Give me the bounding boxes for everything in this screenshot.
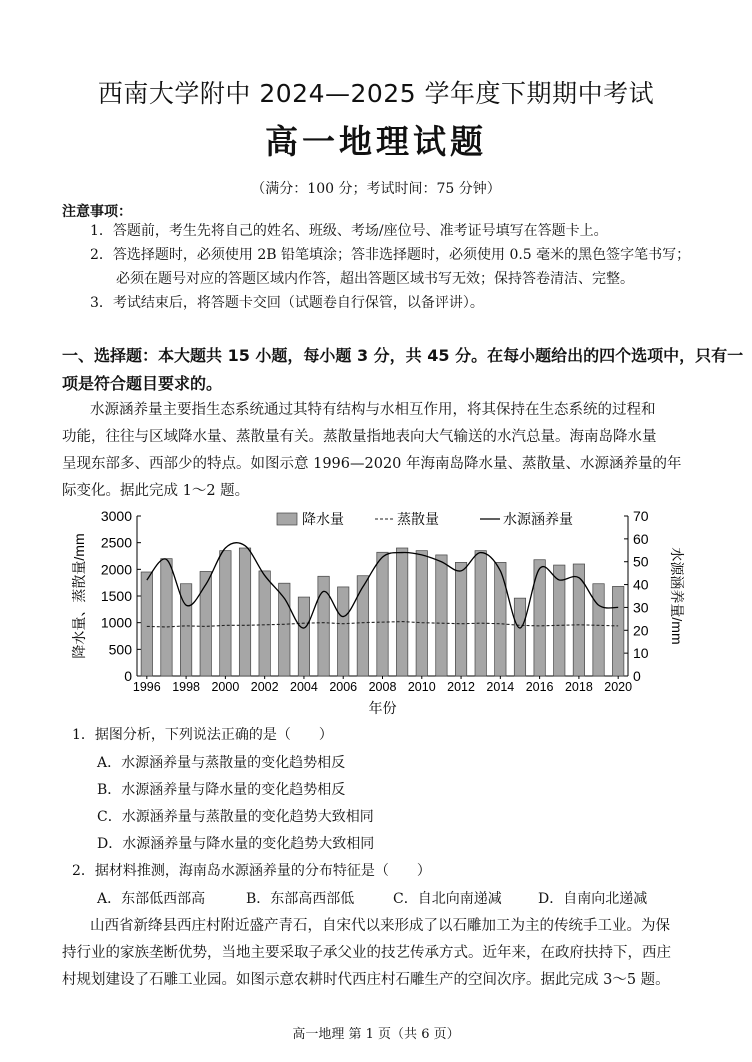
- q1-option-c: C．水源涵养量与蒸散量的变化趋势大致相同: [97, 809, 374, 825]
- q1-option-a: A．水源涵养量与蒸散量的变化趋势相反: [97, 755, 346, 771]
- section-heading-cont: 项是符合题目要求的。: [62, 374, 223, 393]
- y-tick-label: 1000: [100, 614, 132, 631]
- legend-precip-swatch: [277, 513, 297, 525]
- y2-axis-label: 水源涵养量/mm: [669, 547, 685, 645]
- q1-option-b: B．水源涵养量与降水量的变化趋势相反: [97, 782, 346, 798]
- intro-line-3: 呈现东部多、西部少的特点。如图示意 1996—2020 年海南岛降水量、蒸散量、水源涵养量的年: [62, 456, 682, 472]
- exam-title: 西南大学附中 2024—2025 学年度下期期中考试: [97, 79, 655, 108]
- x-tick-label: 2016: [525, 680, 554, 694]
- x-tick-label: 1996: [132, 680, 161, 694]
- passage2-line-3: 村规划建设了石雕工业园。如图示意农耕时代西庄村石雕生产的空间次序。据此完成 3～5 题。: [62, 972, 670, 988]
- q2-option-a: A．东部低西部高: [97, 891, 206, 907]
- precip-bar: [612, 586, 623, 676]
- notice-item-1: 1．答题前，考生先将自己的姓名、班级、考场/座位号、准考证号填写在答题卡上。: [90, 223, 608, 239]
- y2-tick-label: 0: [633, 668, 641, 684]
- precip-bar: [239, 548, 250, 676]
- hainan-water-chart: [60, 498, 700, 720]
- y2-tick-label: 40: [633, 576, 649, 593]
- y2-tick-label: 30: [633, 599, 649, 616]
- precip-bar: [298, 597, 309, 676]
- precip-bar: [495, 562, 506, 676]
- precip-bar: [141, 572, 152, 676]
- q2-option-b: B．东部高西部低: [246, 891, 355, 907]
- x-tick-label: 2014: [486, 680, 515, 694]
- y2-tick-label: 10: [633, 645, 649, 662]
- precip-bar: [475, 551, 486, 676]
- notice-item-2-cont: 必须在题号对应的答题区域内作答，超出答题区域书写无效；保持答卷清洁、完整。: [116, 271, 634, 287]
- y-tick-label: 500: [108, 641, 132, 658]
- page-footer: 高一地理 第 1 页（共 6 页）: [292, 1027, 460, 1042]
- passage2-line-1: 山西省新绛县西庄村附近盛产青石，自宋代以来形成了以石雕加工为主的传统手工业。为保: [90, 918, 670, 934]
- x-tick-label: 2010: [407, 680, 436, 694]
- x-tick-label: 2020: [604, 680, 633, 694]
- q2-option-d: D．自南向北递减: [538, 891, 648, 907]
- y-tick-label: 2500: [100, 534, 132, 551]
- precip-bar: [573, 564, 584, 676]
- subject-title: 高一地理试题: [265, 122, 487, 161]
- y-tick-label: 1500: [100, 588, 132, 604]
- precip-bar: [554, 565, 565, 676]
- exam-info: （满分：100 分；考试时间：75 分钟）: [251, 181, 501, 197]
- x-tick-label: 2008: [368, 680, 397, 694]
- legend-wc-label: 水源涵养量: [503, 511, 573, 527]
- precip-bar: [279, 583, 290, 676]
- y2-tick-label: 60: [633, 530, 649, 547]
- y2-tick-label: 50: [633, 553, 649, 570]
- x-axis-label: 年份: [368, 700, 397, 716]
- x-tick-label: 2000: [211, 680, 240, 694]
- precip-bar: [220, 551, 231, 676]
- precip-bar: [416, 551, 427, 676]
- precip-bar: [357, 576, 368, 676]
- legend-precip-label: 降水量: [302, 511, 344, 527]
- precip-bar: [455, 562, 466, 676]
- y-tick-label: 3000: [100, 508, 132, 524]
- precip-bar: [161, 559, 172, 676]
- precip-bar: [338, 587, 349, 676]
- legend-evapo-label: 蒸散量: [397, 511, 439, 527]
- x-tick-label: 2004: [290, 680, 318, 694]
- q1-stem: 1．据图分析，下列说法正确的是（ ）: [72, 727, 333, 743]
- q2-option-c: C．自北向南递减: [393, 891, 502, 907]
- intro-line-2: 功能，往往与区域降水量、蒸散量有关。蒸散量指地表向大气输送的水汽总量。海南岛降水量: [62, 429, 657, 445]
- precip-bar: [514, 598, 525, 676]
- x-tick-label: 2018: [564, 680, 593, 694]
- x-tick-label: 1998: [172, 680, 201, 694]
- notice-item-3: 3．考试结束后，将答题卡交回（试题卷自行保管，以备评讲）。: [90, 295, 484, 311]
- y2-tick-label: 70: [633, 508, 649, 524]
- y-tick-label: 0: [124, 668, 132, 684]
- notice-item-2: 2．答选择题时，必须使用 2B 铅笔填涂；答非选择题时，必须使用 0.5 毫米的黑色签字笔书写；: [90, 247, 691, 263]
- section-heading: 一、选择题：本大题共 15 小题，每小题 3 分，共 45 分。在每小题给出的四个选项中，只有一: [62, 346, 744, 365]
- precip-bar: [436, 555, 447, 676]
- y2-tick-label: 20: [633, 622, 649, 639]
- intro-line-4: 际变化。据此完成 1～2 题。: [62, 483, 250, 499]
- precip-bar: [396, 548, 407, 676]
- precip-bar: [593, 584, 604, 676]
- precip-bar: [200, 571, 211, 676]
- q1-option-d: D．水源涵养量与降水量的变化趋势大致相同: [97, 836, 375, 852]
- q2-stem: 2．据材料推测，海南岛水源涵养量的分布特征是（ ）: [72, 863, 431, 879]
- x-tick-label: 2006: [329, 680, 358, 694]
- intro-line-1: 水源涵养量主要指生态系统通过其特有结构与水相互作用，将其保持在生态系统的过程和: [90, 402, 656, 418]
- notice-heading: 注意事项：: [62, 204, 132, 220]
- x-tick-label: 2012: [447, 680, 475, 694]
- precip-bar: [377, 552, 388, 676]
- y-tick-label: 2000: [100, 561, 132, 578]
- precip-bar: [259, 571, 270, 676]
- x-tick-label: 2002: [250, 680, 279, 694]
- y-axis-label: 降水量、蒸散量/mm: [71, 533, 87, 659]
- passage2-line-2: 持行业的家族垄断优势，当地主要采取子承父业的技艺传承方式。近年来，在政府扶持下，西庄: [62, 945, 671, 961]
